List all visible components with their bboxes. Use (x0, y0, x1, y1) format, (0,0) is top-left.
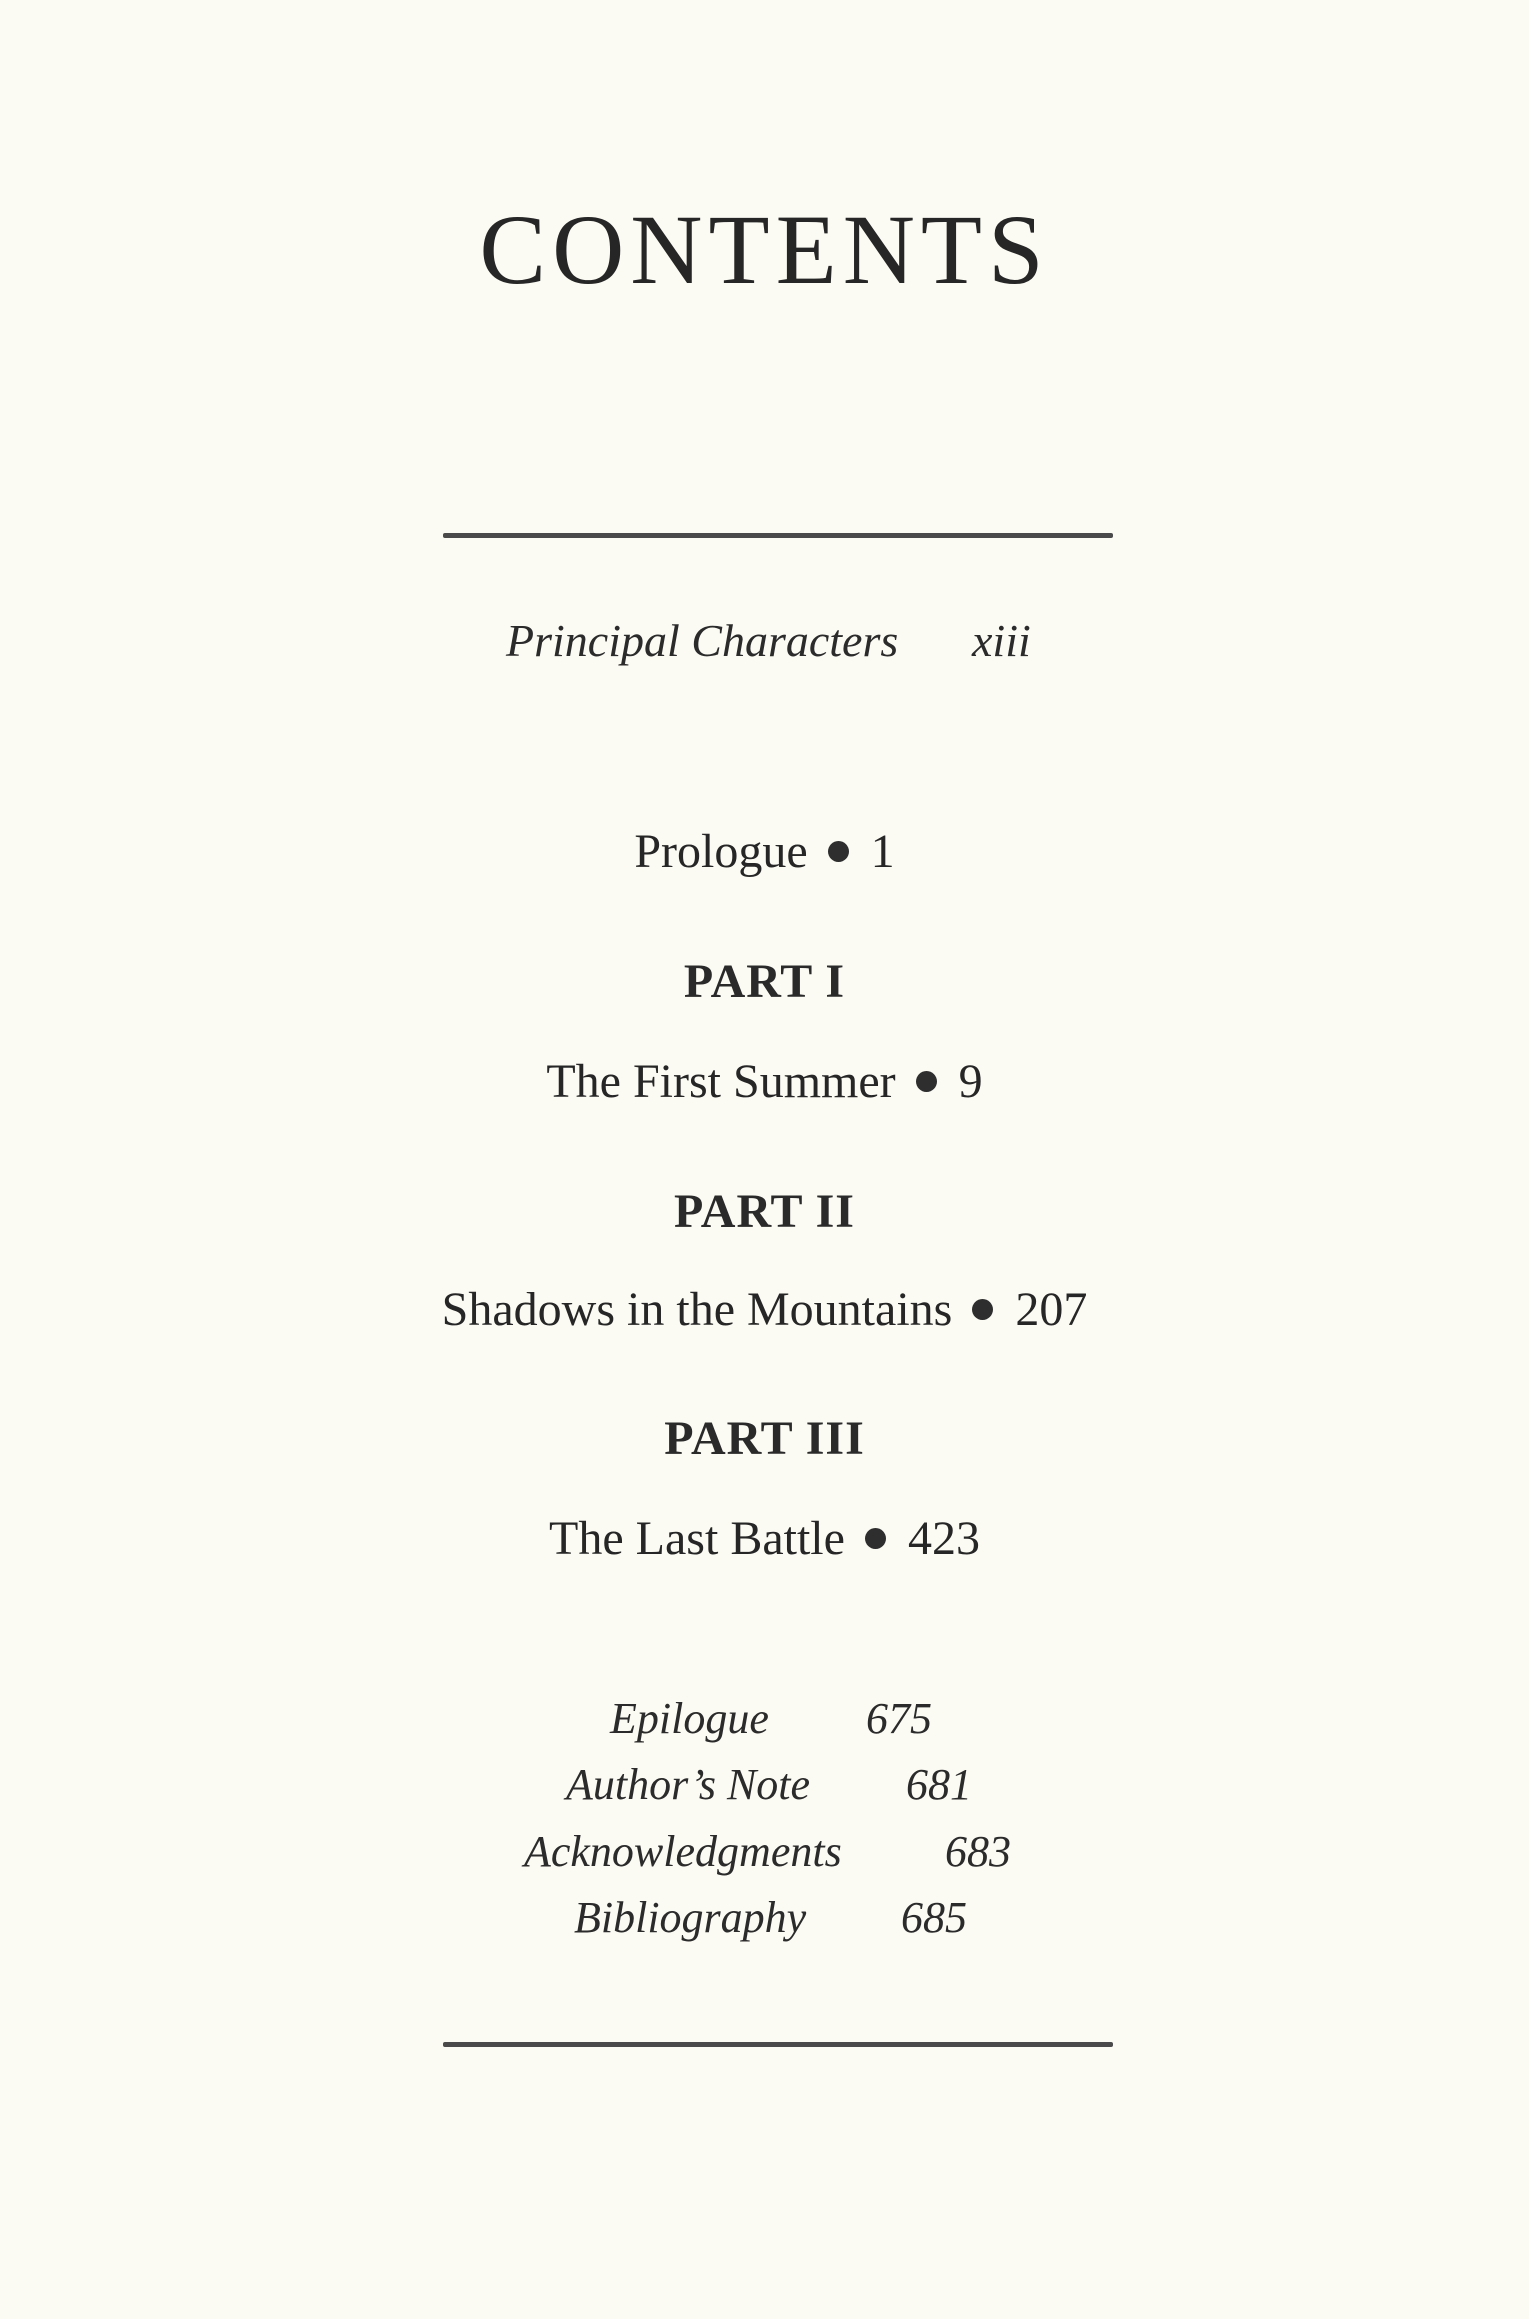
prologue-entry (0, 825, 1529, 878)
front-matter-page: xiii (972, 615, 1031, 666)
back-matter-label: Acknowledgments (524, 1827, 842, 1876)
back-matter-label: Bibliography (574, 1893, 807, 1942)
part-entry (0, 1055, 1529, 1108)
page-title: CONTENTS (479, 194, 1050, 305)
part-entry (0, 1283, 1529, 1336)
part-entry (0, 1512, 1529, 1565)
part-page: 423 (907, 1512, 980, 1565)
part-heading: PART II (674, 1185, 855, 1238)
part-heading: PART I (683, 955, 846, 1008)
back-matter-page: 675 (866, 1694, 932, 1743)
part-page: 207 (1015, 1283, 1088, 1336)
part-title: The Last Battle (549, 1512, 845, 1565)
bullet-dot (916, 1071, 937, 1092)
back-matter-page: 685 (901, 1893, 967, 1942)
bullet-dot (865, 1528, 886, 1549)
back-matter-label: Author’s Note (566, 1760, 811, 1809)
bullet-dot (972, 1299, 993, 1320)
back-matter-page: 683 (945, 1827, 1011, 1876)
back-matter-page: 681 (906, 1760, 972, 1809)
part-title: Shadows in the Mountains (441, 1283, 953, 1336)
back-matter-label: Epilogue (610, 1694, 769, 1743)
prologue-page: 1 (870, 825, 895, 878)
top-divider (443, 533, 1113, 538)
part-page: 9 (958, 1055, 983, 1108)
front-matter-label: Principal Characters (506, 615, 899, 666)
prologue-label: Prologue (634, 825, 808, 878)
part-title: The First Summer (546, 1055, 896, 1108)
part-heading: PART III (664, 1412, 865, 1465)
bottom-divider (443, 2042, 1113, 2047)
bullet-dot (828, 841, 849, 862)
